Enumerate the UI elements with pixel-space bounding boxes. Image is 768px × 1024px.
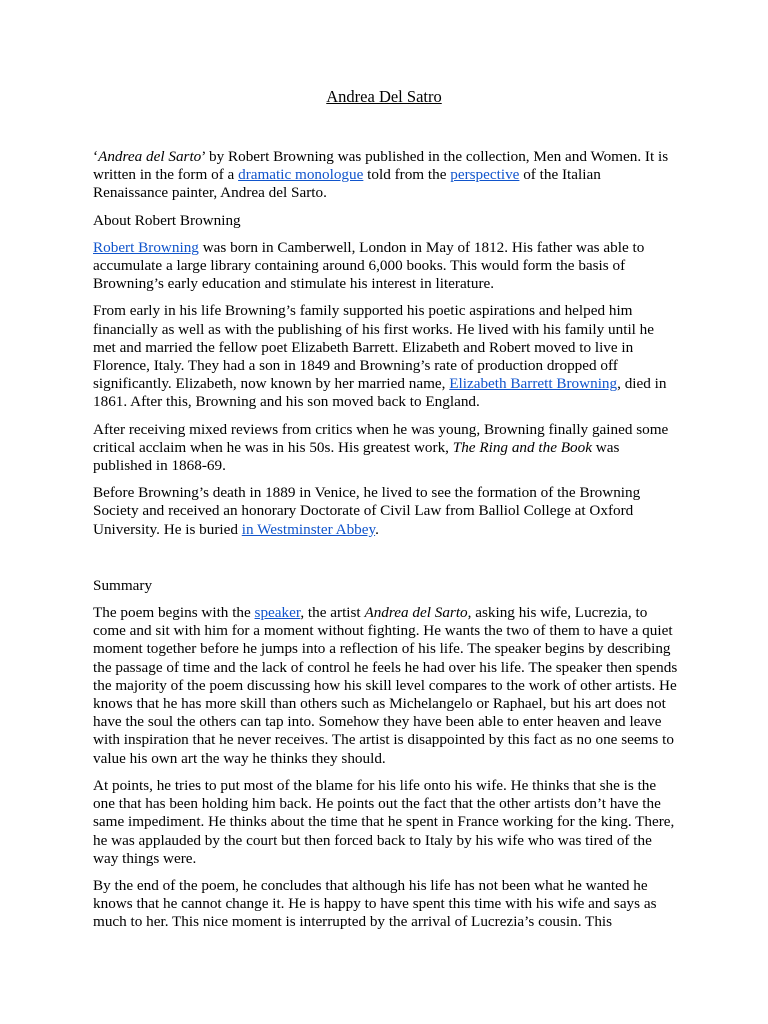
summary-paragraph-1 [93,604,678,768]
summary-paragraph-3: By the end of the poem, he concludes that although his life has not been what he wanted he knows that he cannot change it. He is happy to have spent this time with his wife and says as much to her. This nice moment is interrupted by the arrival of Lucrezia’s cousin. This [93,876,657,931]
summary-paragraph-1-text-1: The poem begins with the [93,604,255,622]
document-title: Andrea Del Satro [326,87,442,106]
speaker-name: Andrea del Sarto [364,604,468,622]
bio-paragraph-3-text-1: After receiving mixed reviews from critics when he was young, Browning finally gained some critical acclaim when he was in his 50s. His greatest work, [93,420,669,456]
intro-text-2: told from the [363,166,451,184]
speaker-link[interactable]: speaker [254,604,301,622]
about-heading: About Robert Browning [93,211,241,229]
intro-paragraph [93,148,678,203]
perspective-link[interactable]: perspective [450,166,520,184]
westminster-abbey-link[interactable]: in Westminster Abbey [241,520,376,538]
summary-paragraph-2: At points, he tries to put most of the blame for his life onto his wife. He thinks that she is the one that has been holding him back. He points out the fact that the other artists don’t have the same impediment. He thinks about the time that he spent in France working for the king. There, he was applauded by the court but then forced back to Italy by his wife who was tired of the way things were. [93,776,675,867]
poem-title: Andrea del Sarto [98,148,202,165]
intro-text-3: of the Italian Renaissance painter, Andrea del Sarto. [93,166,601,202]
bio-paragraph-2-text-1: From early in his life Browning’s family supported his poetic aspirations and helped him financially as well as with the publishing of his first works. He lived with his family until he met and married the fellow poet Elizabeth Barrett. Elizabeth and Robert moved to live in Florence, Italy. They had a son in 1849 and Browning’s rate of production dropped off significantly. Elizabeth, now known by her married name, [93,302,655,393]
intro-quote-open: ‘ [93,148,99,165]
bio-paragraph-4 [93,484,678,539]
bio-paragraph-2-text-2: , died in 1861. After this, Browning and his son moved back to England. [93,375,667,411]
bio-paragraph-1 [93,239,678,294]
greatest-work-title: The Ring and the Book [452,438,592,456]
intro-text-1: ’ by Robert Browning was published in the collection, Men and Women. It is written in the form of a [93,148,669,184]
summary-heading: Summary [93,576,153,594]
bio-paragraph-3 [93,421,678,476]
elizabeth-barrett-browning-link[interactable]: Elizabeth Barrett Browning [449,375,618,393]
bio-paragraph-4-text-2: . [375,520,379,538]
summary-paragraph-1-text-3: , asking his wife, Lucrezia, to come and sit with him for a moment without fighting. He wants the two of them to have a quiet moment together before he jumps into a reflection of his life. The speaker begins by describing the passage of time and the lack of control he feels he had over his life. The speaker then spends the majority of the poem discussing how his skill level compares to the work of other artists. He knows that he has more skill than others such as Michelangelo or Raphael, but his art does not have the soul the others can tap into. Somehow they have been able to enter heaven and leave with inspiration that he never receives. The artist is disappointed by this fact as no one seems to value his own art the way he thinks they should. [93,604,678,767]
document-body [93,148,678,941]
bio-paragraph-1-text: was born in Camberwell, London in May of 1812. His father was able to accumulate a large library containing around 6,000 books. This would form the basis of Browning’s early education and stimulate his interest in literature. [93,238,645,293]
bio-paragraph-4-text-1: Before Browning’s death in 1889 in Venice, he lived to see the formation of the Browning Society and received an honorary Doctorate of Civil Law from Balliol College at Oxford University. He is buried [93,484,641,538]
bio-paragraph-2 [93,302,678,411]
dramatic-monologue-link[interactable]: dramatic monologue [238,166,364,184]
robert-browning-link[interactable]: Robert Browning [93,238,199,256]
bio-paragraph-3-text-2: was published in 1868-69. [93,438,620,475]
summary-paragraph-1-text-2: , the artist [300,604,365,622]
